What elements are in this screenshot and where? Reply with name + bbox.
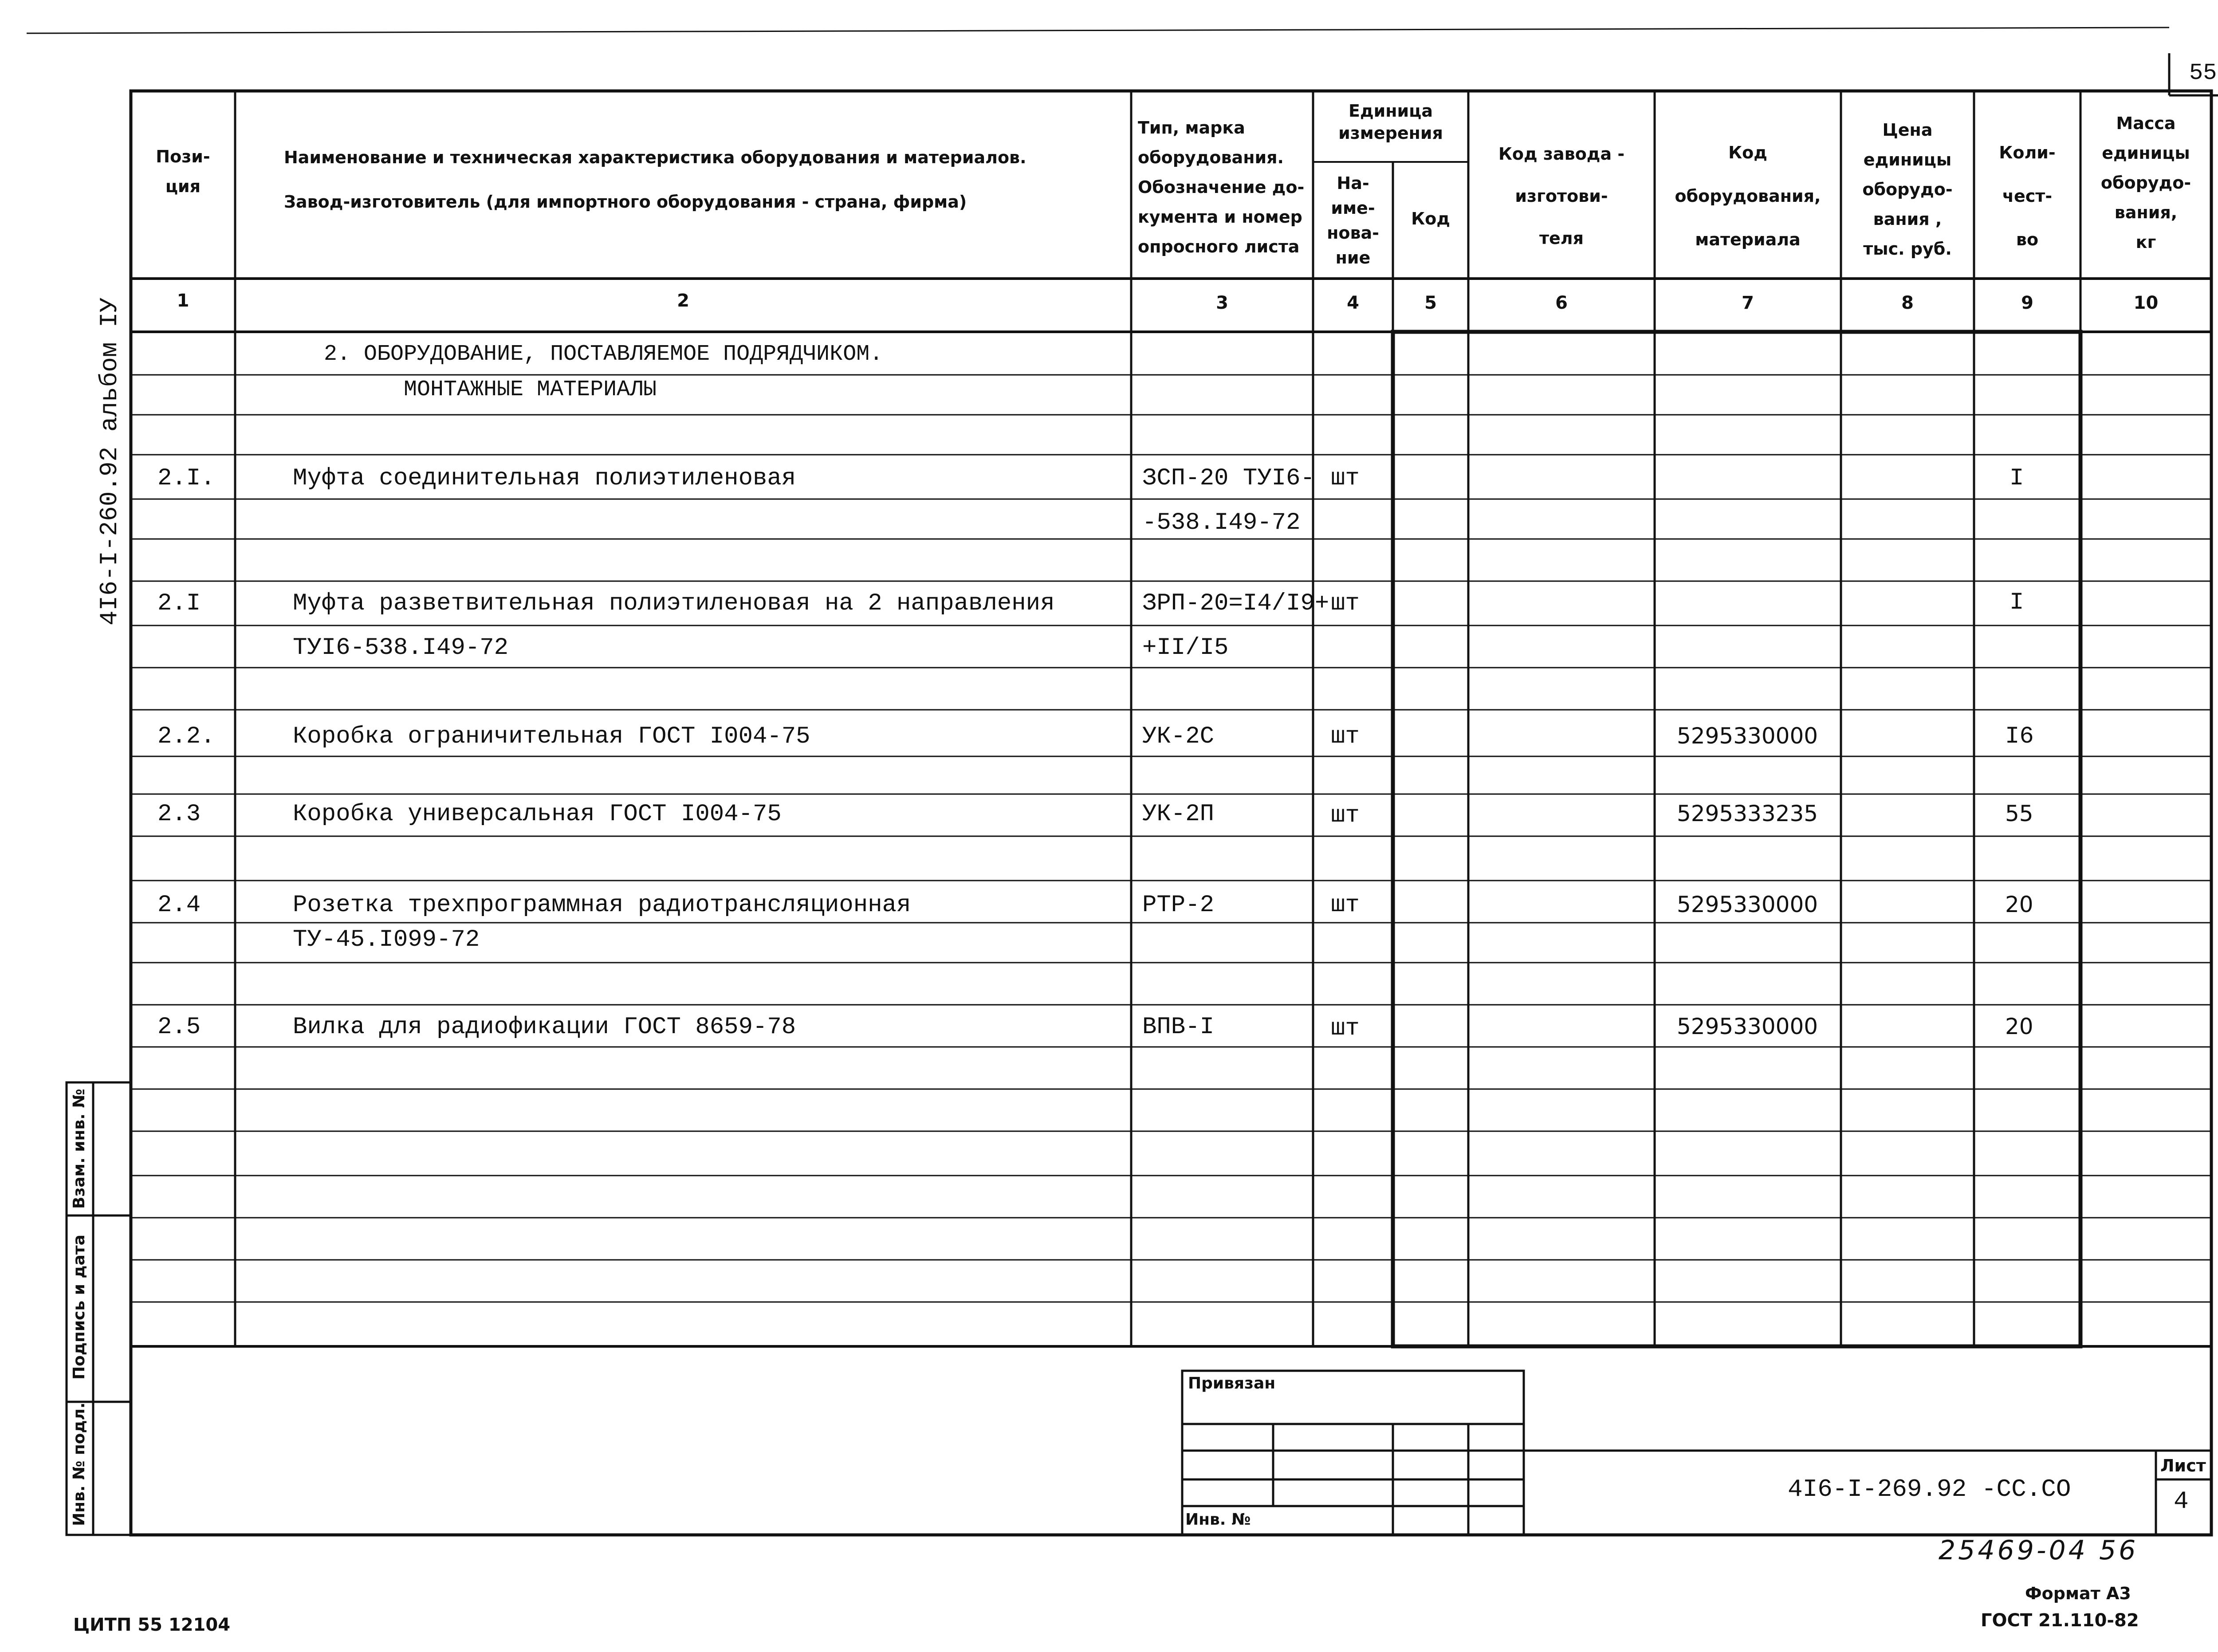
header-unit-name: На- име- нова- ние xyxy=(1327,173,1379,267)
table-row-unit: шт xyxy=(1331,892,1360,919)
table-row-quantity: I xyxy=(2010,465,2024,492)
stamp-document-code: 4I6-I-269.92 -CC.CO xyxy=(1788,1475,2071,1503)
column-number: 7 xyxy=(1742,293,1754,313)
table-row-position: 2.2. xyxy=(157,723,215,750)
table-row-unit: шт xyxy=(1331,465,1360,492)
table-row-name: ТУ-45.I099-72 xyxy=(293,926,480,953)
column-number: 8 xyxy=(1901,293,1914,313)
stamp-list-label: Лист xyxy=(2160,1456,2206,1475)
column-number: 6 xyxy=(1555,293,1568,313)
section-title: 2. ОБОРУДОВАНИЕ, ПОСТАВЛЯЕМОЕ ПОДРЯДЧИКОМ. xyxy=(324,342,883,367)
header-mass: Масса единицы оборудо- вания, кг xyxy=(2100,114,2191,252)
publisher-label: ЦИТП 55 12104 xyxy=(73,1615,231,1635)
table-row-unit: шт xyxy=(1331,590,1360,617)
column-number: 3 xyxy=(1216,293,1228,313)
table-row-quantity: 55 xyxy=(2005,801,2033,826)
table-row-name: Коробка универсальная ГОСТ I004-75 xyxy=(293,801,782,828)
side-document-code: 4I6-I-260.92 альбом IУ xyxy=(95,297,124,625)
table-row-code: 5295330000 xyxy=(1677,892,1818,917)
table-row-name: Муфта соединительная полиэтиленовая xyxy=(293,465,796,492)
column-number: 2 xyxy=(677,291,689,311)
table-row-type: УК-2С xyxy=(1142,723,1215,750)
table-row-name: Вилка для радиофикации ГОСТ 8659-78 xyxy=(293,1014,796,1041)
table-row-code: 5295330000 xyxy=(1677,723,1818,749)
table-row-unit: шт xyxy=(1331,802,1360,829)
table-row-unit: шт xyxy=(1331,723,1360,750)
gost-label: ГОСТ 21.110-82 xyxy=(1981,1610,2139,1631)
header-quantity: Коли- чест- во xyxy=(1999,143,2056,249)
table-row-unit: шт xyxy=(1331,1015,1360,1042)
table-row-quantity: 20 xyxy=(2005,1014,2033,1039)
sheet-corner-number: 55 xyxy=(2189,60,2217,86)
header-unit-code: Код xyxy=(1411,209,1450,228)
side-label-inv-podl: Инв. № подл. xyxy=(70,1402,88,1526)
table-row-quantity: 20 xyxy=(2005,892,2033,917)
table-row-quantity: I6 xyxy=(2005,723,2034,750)
table-row-type: РТР-2 xyxy=(1142,892,1215,919)
table-row-type: ЗСП-20 ТУI6- xyxy=(1142,465,1315,492)
stamp-inv-label: Инв. № xyxy=(1185,1510,1251,1529)
handwritten-number: 25469-04 56 xyxy=(1939,1535,2139,1566)
table-row-position: 2.I xyxy=(157,590,201,617)
section-subtitle: МОНТАЖНЫЕ МАТЕРИАЛЫ xyxy=(404,377,657,402)
table-row-position: 2.3 xyxy=(157,801,201,828)
table-row-name: Розетка трехпрограммная радиотрансляционная xyxy=(293,892,911,919)
column-number: 10 xyxy=(2133,293,2159,313)
table-row-name: ТУI6-538.I49-72 xyxy=(293,634,509,661)
table-row-quantity: I xyxy=(2010,589,2024,616)
column-number: 4 xyxy=(1347,293,1359,313)
header-position: Пози- ция xyxy=(156,147,210,196)
table-row-type: +II/I5 xyxy=(1142,634,1229,661)
header-price: Цена единицы оборудо- вания , тыс. руб. xyxy=(1862,120,1953,259)
table-row-position: 2.4 xyxy=(157,892,201,919)
side-label-podpis: Подпись и дата xyxy=(70,1235,88,1380)
table-row-position: 2.5 xyxy=(157,1014,201,1041)
column-number: 1 xyxy=(177,291,189,311)
header-type: Тип, марка оборудования. Обозначение до- кумента и номер опросного листа xyxy=(1138,118,1305,256)
table-row-code: 5295333235 xyxy=(1677,801,1818,826)
format-label: Формат А3 xyxy=(2025,1584,2131,1603)
header-name: Наименование и техническая характеристика оборудования и материалов. Завод-изготовитель (для импортного оборудования - страна, фирма) xyxy=(284,148,1026,212)
table-row-type: УК-2П xyxy=(1142,801,1215,828)
table-row-type: ЗРП-20=I4/I9+ xyxy=(1142,590,1329,617)
column-number: 5 xyxy=(1424,293,1437,313)
table-row-position: 2.I. xyxy=(157,465,215,492)
table-row-code: 5295330000 xyxy=(1677,1014,1818,1039)
header-equipment-code: Код оборудования, материала xyxy=(1675,143,1821,249)
header-plant-code: Код завода - изготови- теля xyxy=(1498,144,1625,248)
column-number: 9 xyxy=(2021,293,2033,313)
side-label-vzam: Взам. инв. № xyxy=(70,1089,88,1209)
table-row-type: ВПВ-I xyxy=(1142,1014,1215,1041)
table-row-type: -538.I49-72 xyxy=(1142,509,1301,536)
header-unit: Единица измерения xyxy=(1338,101,1443,143)
stamp-list-number: 4 xyxy=(2174,1487,2189,1515)
stamp-privyazan-label: Привязан xyxy=(1188,1374,1276,1392)
table-row-name: Муфта разветвительная полиэтиленовая на 2 направления xyxy=(293,590,1055,617)
table-row-name: Коробка ограничительная ГОСТ I004-75 xyxy=(293,723,810,750)
